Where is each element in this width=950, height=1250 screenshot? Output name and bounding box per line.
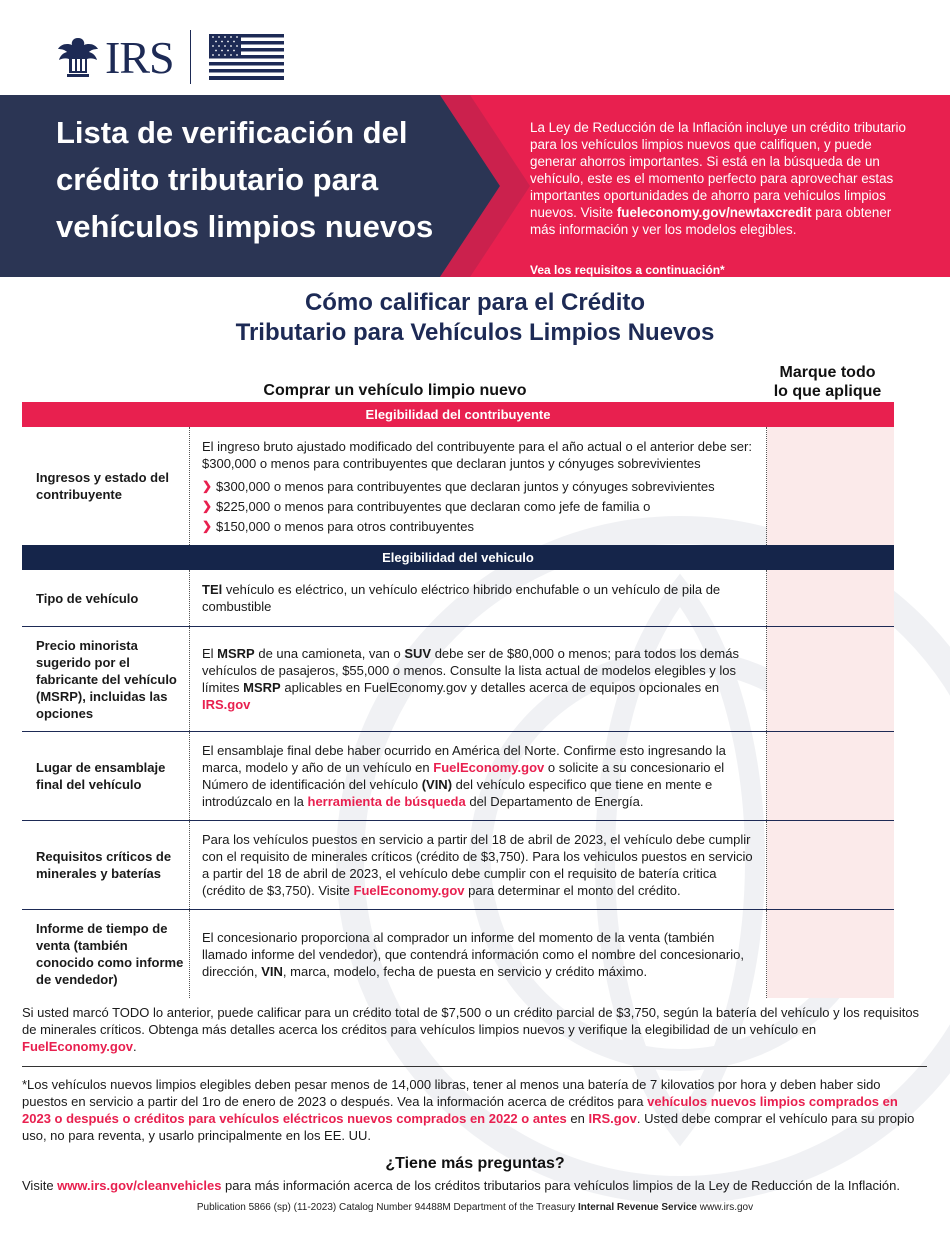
column-header-vehicle: Comprar un vehículo limpio nuevo bbox=[263, 382, 527, 399]
requirements-note: Vea los requisitos a continuación* bbox=[530, 263, 725, 277]
irs-gov-link[interactable]: IRS.gov bbox=[588, 1111, 637, 1126]
summary-paragraph: Si usted marcó TODO lo anterior, puede calificar para un crédito total de $7,500 o un crédito parcial de $3,750, según la batería del vehículo y los requisitos de minerales críticos. Obtenga más detalles acerca los créditos para vehículos limpios nuevos y verifique la elegibilidad de un vehículo en FuelEconomy.gov. bbox=[22, 1005, 920, 1054]
row-label: Tipo de vehículo bbox=[22, 570, 190, 626]
publication-footer: Publication 5866 (sp) (11-2023) Catalog Number 94488M Department of the Treasury Internal Revenue Service www.irs.gov bbox=[196, 1202, 754, 1213]
cleanvehicles-link[interactable]: www.irs.gov/cleanvehicles bbox=[57, 1178, 222, 1193]
checkbox-cell[interactable] bbox=[767, 427, 894, 545]
questions-heading: ¿Tiene más preguntas? bbox=[385, 1155, 565, 1172]
logo-divider bbox=[190, 30, 191, 84]
list-item: ❯ $300,000 o menos para contribuyentes que declaran juntos y cónyuges sobrevivientes bbox=[202, 478, 715, 494]
fueleconomy-link[interactable]: FuelEconomy.gov bbox=[353, 883, 465, 898]
row-label: Informe de tiempo de venta (también conocido como informe de vendedor) bbox=[22, 910, 190, 998]
irs-eagle-icon bbox=[55, 35, 101, 79]
row-label: Precio minorista sugerido por el fabricante del vehículo (MSRP), incluidas las opciones bbox=[22, 627, 190, 731]
divider bbox=[22, 1066, 927, 1067]
row-text: Para los vehículos puestos en servicio a partir del 18 de abril de 2023, el vehículo debe cumplir con el requisito de minerales críticos (crédito de $3,750). Para los vehiculos puestos en servicio a partir del 18 de abril de 2023, el vehículo debe cumplir con el requisito de batería critica (crédito de $3,750). Visite FuelEconomy.gov para determinar el monto del crédito. bbox=[190, 821, 767, 909]
table-row bbox=[22, 570, 894, 627]
row-label: Lugar de ensamblaje final del vehículo bbox=[22, 732, 190, 820]
footnote-paragraph: *Los vehículos nuevos limpios elegibles deben pesar menos de 14,000 libras, tener al menos una batería de 7 kilovatios por hora y deben haber sido puestos en servicio a partir del 1ro de enero de 2023 o después. Vea la información acerca de créditos para vehículos nuevos limpios comprados en 2023 o después o créditos para vehículos eléctricos nuevos comprados en 2022 o antes en IRS.gov. Usted debe comprar el vehículo para su propio uso, no para reventa, y usarlo principalmente en los EE. UU. bbox=[22, 1077, 915, 1143]
header-banner bbox=[0, 95, 950, 277]
row-text: El MSRP de una camioneta, van o SUV debe ser de $80,000 o menos; para todos los demás vehículos de pasajeros, $55,000 o menos. Consulte la lista actual de modelos elegibles y los límites MSRP aplicables en FuelEconomy.gov y detalles acerca de equipos opcionales en IRS.gov bbox=[190, 627, 767, 731]
row-text: El concesionario proporciona al comprador un informe del momento de la venta (también llamado informe del vendedor), que contendrá información como el nombre del concesionario, dirección, VIN, marca, modelo, fecha de puesta en servicio y crédito máximo. bbox=[190, 910, 767, 998]
checkbox-cell[interactable] bbox=[767, 910, 894, 998]
list-item: ❯ $150,000 o menos para otros contribuyentes bbox=[202, 518, 475, 534]
us-flag-icon bbox=[209, 34, 284, 80]
taxpayer-eligibility-band: Elegibilidad del contribuyente bbox=[22, 402, 894, 427]
table-row bbox=[22, 821, 894, 910]
checkbox-cell[interactable] bbox=[767, 627, 894, 731]
vehicle-eligibility-band: Elegibilidad del vehiculo bbox=[22, 545, 894, 570]
irs-gov-link[interactable]: IRS.gov bbox=[202, 697, 251, 712]
search-tool-link[interactable]: herramienta de búsqueda bbox=[307, 794, 466, 809]
table-row bbox=[22, 427, 894, 545]
chevron-right-icon: ❯ bbox=[202, 498, 213, 513]
row-text: TEl vehículo es eléctrico, un vehículo eléctrico hibrido enchufable o un vehículo de pila de combustible bbox=[190, 570, 767, 626]
chevron-right-icon: ❯ bbox=[202, 478, 213, 493]
table-row bbox=[22, 627, 894, 732]
column-header-check: Marque todo lo que aplique bbox=[773, 364, 882, 400]
row-text: El ingreso bruto ajustado modificado del contribuyente para el año actual o el anterior debe ser: $300,000 o menos para contribuyentes que declaran juntos y cónyuges sobrevivientes ❯ $300,000 o menos para contribuyentes que declaran juntos y cónyuges sobrevivientes ❯ $225,000 o menos para contribuyentes que declaran como jefe de familia o ❯ $150,000 o menos para otros contribuyentes bbox=[190, 427, 767, 545]
checkbox-cell[interactable] bbox=[767, 821, 894, 909]
irs-wordmark: IRS bbox=[105, 31, 174, 83]
fueleconomy-link[interactable]: FuelEconomy.gov bbox=[433, 760, 545, 775]
table-row bbox=[22, 910, 894, 998]
row-label: Requisitos críticos de minerales y baterías bbox=[22, 821, 190, 909]
chevron-right-icon: ❯ bbox=[202, 518, 213, 533]
clean-vehicle-credits-link[interactable]: vehículos nuevos limpios comprados en 2023 o después o créditos para vehículos eléctricos nuevos comprados en 2022 o antes bbox=[22, 1094, 898, 1126]
newtaxcredit-link[interactable]: fueleconomy.gov/newtaxcredit bbox=[616, 205, 812, 220]
irs-logo bbox=[55, 30, 284, 84]
section-title: Cómo calificar para el Crédito Tributario para Vehículos Limpios Nuevos bbox=[235, 289, 715, 346]
eligibility-table bbox=[22, 402, 894, 998]
fueleconomy-link[interactable]: FuelEconomy.gov bbox=[22, 1039, 133, 1054]
checkbox-cell[interactable] bbox=[767, 732, 894, 820]
row-label: Ingresos y estado del contribuyente bbox=[22, 427, 190, 545]
list-item: ❯ $225,000 o menos para contribuyentes que declaran como jefe de familia o bbox=[202, 498, 651, 514]
page-title: Lista de verificación del crédito tributario para vehículos limpios nuevos bbox=[56, 115, 434, 244]
row-text: El ensamblaje final debe haber ocurrido en América del Norte. Confirme esto ingresando la marca, modelo y año de un vehículo en FuelEconomy.gov o solicite a su concesionario el Número de identificación del vehículo (VIN) del vehículo especifico que tiene en mente e introdúzcalo en la herramienta de búsqueda del Departamento de Energía. bbox=[190, 732, 767, 820]
checkbox-cell[interactable] bbox=[767, 570, 894, 626]
banner-intro: La Ley de Reducción de la Inflación incluye un crédito tributario para los vehículos limpios nuevos que califiquen, y puede generar ahorros importantes. Si está en la búsqueda de un vehículo, este es el momento perfecto para aprovechar estas importantes oportunidades de ahorro para vehículos limpios nuevos. Visite fueleconomy.gov/newtaxcredit para obtener más información y ver los modelos elegibles. bbox=[530, 120, 906, 237]
table-row bbox=[22, 732, 894, 821]
questions-paragraph: Visite www.irs.gov/cleanvehicles para más información acerca de los créditos tributarios para vehículos limpios de la Ley de Reducción de la Inflación. bbox=[22, 1178, 900, 1193]
